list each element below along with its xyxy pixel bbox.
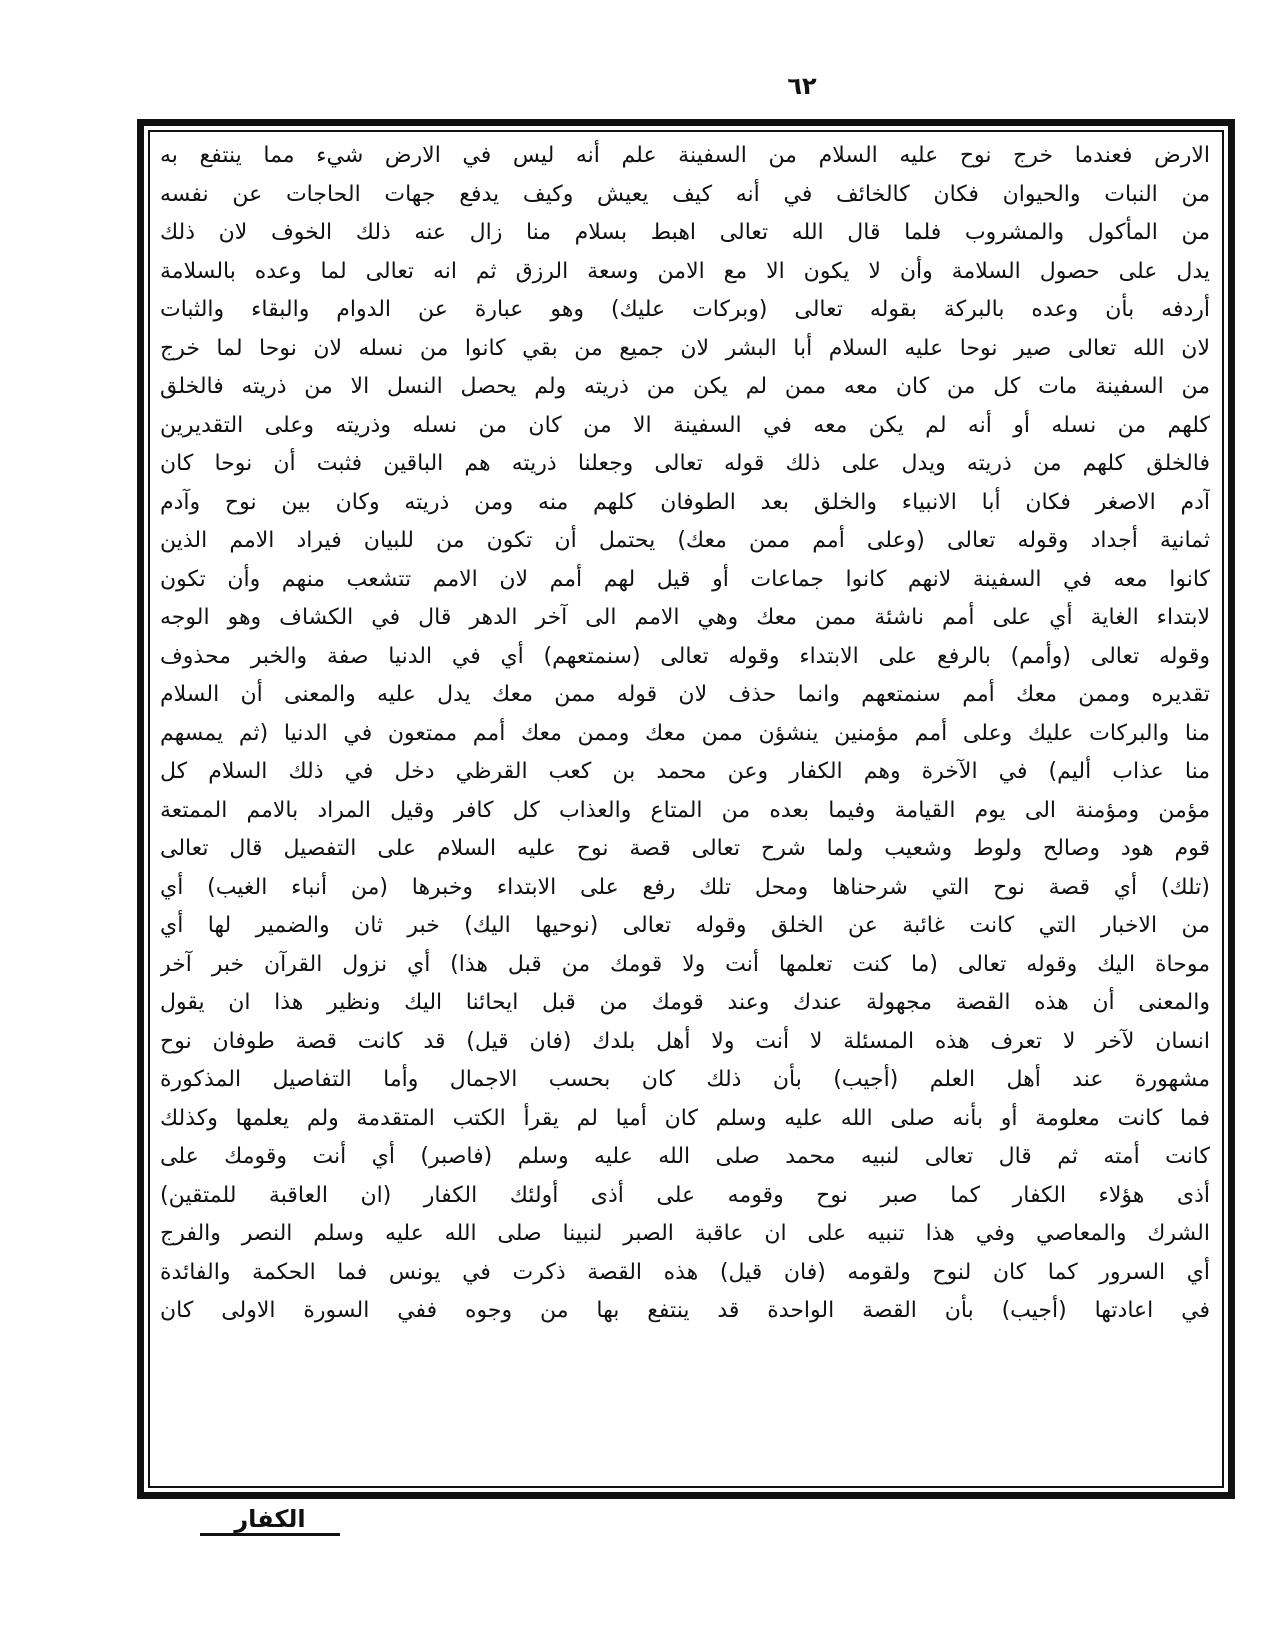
text-line: من الاخبار التي كانت غائبة عن الخلق وقوله تعالى (نوحيها اليك) خبر ثان والضمير لها أي <box>160 913 1210 938</box>
text-line: كلهم من نسله أو أنه لم يكن معه في السفينة الا من كان من نسله وذريته وعلى التقديرين <box>160 412 1210 438</box>
text-line: أردفه بأن وعده بالبركة بقوله تعالى (وبركات عليك) وهو عبارة عن الدوام والبقاء والثبات <box>160 297 1210 322</box>
text-line: لابتداء الغاية أي على أمم ناشئة ممن معك وهي الامم الى آخر الدهر قال في الكشاف وهو الوجه <box>160 605 1210 630</box>
text-line: منا عذاب أليم) في الآخرة وهم الكفار وعن محمد بن كعب القرظي دخل في ذلك السلام كل <box>160 759 1210 784</box>
text-line: (تلك) أي قصة نوح التي شرحناها ومحل تلك رفع على الابتداء وخبرها (من أنباء الغيب) أي <box>160 874 1210 900</box>
text-line: الشرك والمعاصي وفي هذا تنبيه على ان عاقبة الصبر لنبينا صلى الله عليه وسلم النصر والفرج <box>160 1221 1210 1246</box>
text-line: أذى هؤلاء الكفار كما صبر نوح وقومه على أذى أولئك الكفار (ان العاقبة للمتقين) <box>160 1182 1210 1208</box>
text-line: من المأكول والمشروب فلما قال الله تعالى اهبط بسلام منا زال عنه ذلك الخوف لان ذلك <box>160 220 1210 245</box>
text-line: قوم هود وصالح ولوط وشعيب ولما شرح تعالى قصة نوح عليه السلام على التفصيل قال تعالى <box>160 836 1210 861</box>
text-line: أي السرور كما كان لنوح ولقومه (فان قيل) هذه القصة ذكرت في يونس فما الحكمة والفائدة <box>160 1259 1210 1285</box>
main-text <box>160 137 1210 1487</box>
catchword: الكفار <box>200 1505 340 1536</box>
text-line: لان الله تعالى صير نوحا عليه السلام أبا البشر لان جميع من بقي كانوا من نسله لان نوحا لما خرج <box>160 335 1210 361</box>
text-line: مؤمن ومؤمنة الى يوم القيامة وفيما بعده من المتاع والعذاب كل كافر وقيل المراد بالامم الممتعة <box>160 797 1210 823</box>
text-line: فما كانت معلومة أو بأنه صلى الله عليه وسلم كان أميا لم يقرأ الكتب المتقدمة ولم يعلمها وكذلك <box>160 1105 1210 1131</box>
text-line: موحاة اليك وقوله تعالى (ما كنت تعلمها أنت ولا قومك من قبل هذا) أي نزول القرآن خبر آخر <box>160 951 1210 977</box>
text-line: مشهورة عند أهل العلم (أجيب) بأن ذلك كان بحسب الاجمال وأما التفاصيل المذكورة <box>160 1067 1210 1092</box>
text-line: كانوا معه في السفينة لانهم كانوا جماعات أو قيل لهم أمم لان الامم تتشعب منهم وأن تكون <box>160 566 1210 592</box>
text-line: فالخلق كلهم من ذريته ويدل على ذلك قوله تعالى وجعلنا ذريته هم الباقين فثبت أن نوحا كان <box>160 451 1210 476</box>
text-line: منا والبركات عليك وعلى أمم مؤمنين ينشؤن ممن معك وممن معك أمم ممتعون في الدنيا (ثم يمسهم <box>160 720 1210 746</box>
text-line: في اعادتها (أجيب) بأن القصة الواحدة قد ينتفع بها من وجوه ففي السورة الاولى كان <box>160 1298 1210 1323</box>
text-line: من النبات والحيوان فكان كالخائف في أنه كيف يعيش وكيف يدفع جهات الحاجات عن نفسه <box>160 181 1210 207</box>
text-line: تقديره وممن معك أمم سنمتعهم وانما حذف لان قوله ممن معك يدل عليه والمعنى أن السلام <box>160 682 1210 707</box>
text-line: الارض فعندما خرج نوح عليه السلام من السفينة علم أنه ليس في الارض شيء مما ينتفع به <box>160 143 1210 168</box>
text-line: والمعنى أن هذه القصة مجهولة عندك وعند قومك من قبل ايحائنا اليك ونظير هذا ان يقول <box>160 990 1210 1015</box>
text-line: انسان لآخر لا تعرف هذه المسئلة لا أنت ولا أهل بلدك (فان قيل) قد كانت قصة طوفان نوح <box>160 1028 1210 1054</box>
text-line: وقوله تعالى (وأمم) بالرفع على الابتداء وقوله تعالى (سنمتعهم) أي في الدنيا صفة والخبر محذوف <box>160 643 1210 669</box>
text-line: آدم الاصغر فكان أبا الانبياء والخلق بعد الطوفان كلهم منه ومن ذريته وكان بين نوح وآدم <box>160 489 1210 515</box>
page-number: ٦٢ <box>787 72 817 100</box>
text-line: ثمانية أجداد وقوله تعالى (وعلى أمم ممن معك) يحتمل أن تكون من للبيان فيراد الامم الذين <box>160 528 1210 553</box>
text-line: يدل على حصول السلامة وأن لا يكون الا مع الامن وسعة الرزق ثم انه تعالى لما وعده بالسلامة <box>160 258 1210 284</box>
text-line: كانت أمته ثم قال تعالى لنبيه محمد صلى الله عليه وسلم (فاصبر) أي أنت وقومك على <box>160 1144 1210 1169</box>
text-line: من السفينة مات كل من كان معه ممن لم يكن من ذريته ولم يحصل النسل الا من ذريته فالخلق <box>160 374 1210 399</box>
